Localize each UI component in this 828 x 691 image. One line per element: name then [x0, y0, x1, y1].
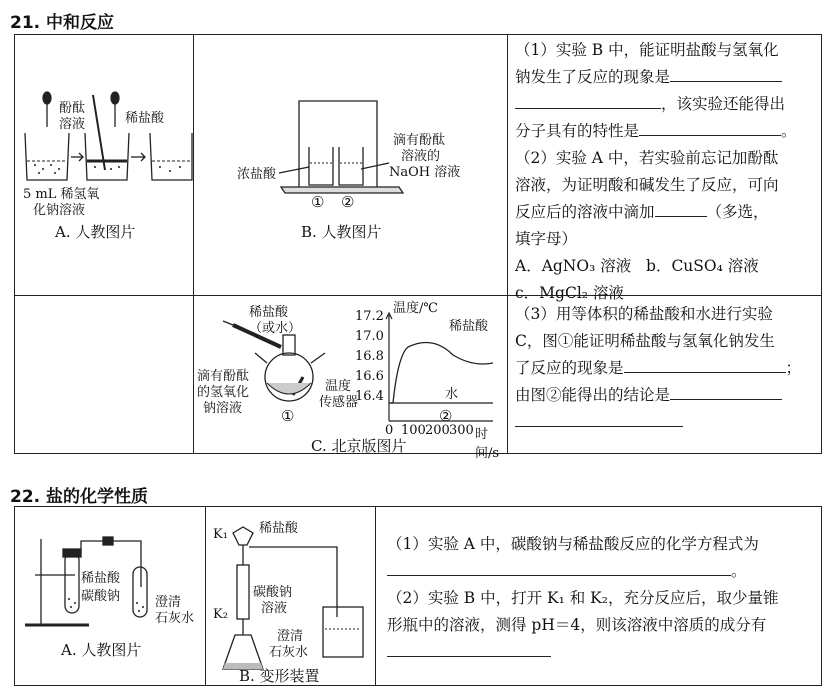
- label-left-3: 钠溶液: [203, 401, 243, 416]
- label-left-1: 滴有酚酞: [197, 369, 250, 384]
- answer-blank-6[interactable]: [670, 384, 782, 400]
- label-acid-2: （或水）: [249, 321, 302, 336]
- answer-blank-2[interactable]: [515, 93, 661, 109]
- q1-line1: （1）实验 B 中，能证明盐酸与氢氧化: [515, 41, 779, 59]
- label-left-2: 的氢氧化: [197, 385, 250, 400]
- chart-yaxis-label: 温度/℃: [393, 301, 438, 316]
- figc-num1: ①: [281, 407, 295, 425]
- label-k1: K₁: [213, 527, 228, 542]
- caption-21b: B. 人教图片: [301, 223, 382, 241]
- label-phenol: 酚酞: [59, 101, 86, 116]
- section-21-heading: 21. 中和反应: [10, 13, 115, 33]
- label-naoh-2: 化钠溶液: [33, 203, 86, 218]
- q2-line3: 反应后的溶液中滴加: [515, 203, 655, 221]
- label-k2: K₂: [213, 607, 228, 622]
- caption-21c: C. 北京版图片: [311, 437, 407, 455]
- q2-line4: 填字母）: [515, 230, 578, 248]
- figure-21a-drawing: [15, 35, 193, 295]
- q3-line2: C，图①能证明稀盐酸与氢氧化钠发生: [515, 332, 775, 350]
- label-22b-lime-2: 石灰水: [269, 645, 309, 660]
- answer-blank-4[interactable]: [655, 201, 707, 217]
- q3-line3: 了反应的现象是: [515, 359, 624, 377]
- label-22a-hcl: 稀盐酸: [81, 571, 121, 586]
- label-r3: NaOH 溶液: [389, 165, 461, 180]
- curve-acid: [389, 343, 493, 404]
- q3-line4: 由图②能得出的结论是: [515, 386, 671, 404]
- label-22a-lime-2: 石灰水: [155, 611, 195, 626]
- q22-1-line1: （1）实验 A 中，碳酸钠与稀盐酸反应的化学方程式为: [387, 535, 759, 553]
- option-c: c．MgCl₂ 溶液: [515, 284, 624, 302]
- label-22a-lime-1: 澄清: [155, 595, 182, 610]
- xtick-1: 0: [385, 423, 394, 438]
- caption-22b: B. 变形装置: [239, 667, 320, 685]
- label-r2: 溶液的: [401, 149, 441, 164]
- chart-xaxis-label: 时间/s: [475, 427, 500, 461]
- ytick-4: 16.6: [355, 369, 384, 384]
- figc-num2: ②: [439, 407, 453, 425]
- q2-line2: 溶液，为证明酸和碱发生了反应，可向: [515, 176, 779, 194]
- label-hcl: 稀盐酸: [125, 111, 165, 126]
- q22-2-line2: 形瓶中的溶液，测得 pH＝4，则该溶液中溶质的成分有: [387, 616, 767, 634]
- option-a: A．AgNO₃ 溶液: [515, 257, 632, 275]
- q1-line4-end: 。: [781, 122, 797, 140]
- ytick-2: 17.0: [355, 329, 384, 344]
- figure-22a: [15, 507, 205, 687]
- q1-line4: 分子具有的特性是: [515, 122, 640, 140]
- q22-1-line2-end: 。: [731, 562, 747, 580]
- curve-water-label: 水: [445, 387, 459, 402]
- label-naoh-1: 5 mL 稀氢氧: [23, 187, 100, 202]
- label-num2: ②: [341, 193, 355, 211]
- caption-21a: A. 人教图片: [55, 223, 136, 241]
- label-conc-hcl: 浓盐酸: [237, 167, 277, 182]
- option-b: b．CuSO₄ 溶液: [646, 257, 759, 275]
- ytick-1: 17.2: [355, 309, 384, 324]
- q1-line2: 钠发生了反应的现象是: [515, 68, 671, 86]
- answer-blank-8[interactable]: [387, 560, 731, 576]
- q3-line1: （3）用等体积的稀盐酸和水进行实验: [515, 305, 773, 323]
- answer-blank-7[interactable]: [515, 411, 683, 427]
- answer-blank-5[interactable]: [624, 357, 786, 373]
- curve-acid-label: 稀盐酸: [449, 319, 489, 334]
- label-sensor-2: 传感器: [319, 395, 359, 410]
- label-solution: 溶液: [59, 117, 86, 132]
- ytick-3: 16.8: [355, 349, 384, 364]
- xtick-3: 200: [425, 423, 450, 438]
- figure-21c: [193, 295, 507, 461]
- table-22: [14, 506, 822, 686]
- label-22b-na2co3-1: 碳酸钠: [253, 585, 293, 600]
- label-22b-na2co3-2: 溶液: [261, 601, 288, 616]
- figure-22b: [205, 507, 375, 687]
- q2-line3-end: （多选，: [706, 203, 769, 221]
- label-sensor-1: 温度: [325, 379, 352, 394]
- table-21: [14, 34, 822, 461]
- q22-2-line1: （2）实验 B 中，打开 K₁ 和 K₂，充分反应后，取少量锥: [387, 589, 779, 607]
- answer-blank-9[interactable]: [387, 641, 551, 657]
- label-22b-lime-1: 澄清: [277, 629, 304, 644]
- label-r1: 滴有酚酞: [393, 133, 446, 148]
- q2-line1: （2）实验 A 中，若实验前忘记加酚酞: [515, 149, 779, 167]
- caption-22a: A. 人教图片: [61, 641, 142, 659]
- figure-21a: [15, 35, 193, 295]
- answer-blank-1[interactable]: [670, 66, 782, 82]
- ytick-5: 16.4: [355, 389, 384, 404]
- xtick-2: 100: [401, 423, 426, 438]
- label-num1: ①: [311, 193, 325, 211]
- label-22b-hcl: 稀盐酸: [259, 521, 299, 536]
- xtick-4: 300: [449, 423, 474, 438]
- section-22-heading: 22. 盐的化学性质: [10, 487, 149, 507]
- label-acid-1: 稀盐酸: [249, 305, 289, 320]
- figure-21b: [193, 35, 507, 295]
- answer-blank-3[interactable]: [639, 120, 781, 136]
- q3-line3-end: ；: [785, 359, 802, 377]
- q1-line3: ，该实验还能得出: [661, 95, 786, 113]
- label-22a-na2co3: 碳酸钠: [81, 589, 121, 604]
